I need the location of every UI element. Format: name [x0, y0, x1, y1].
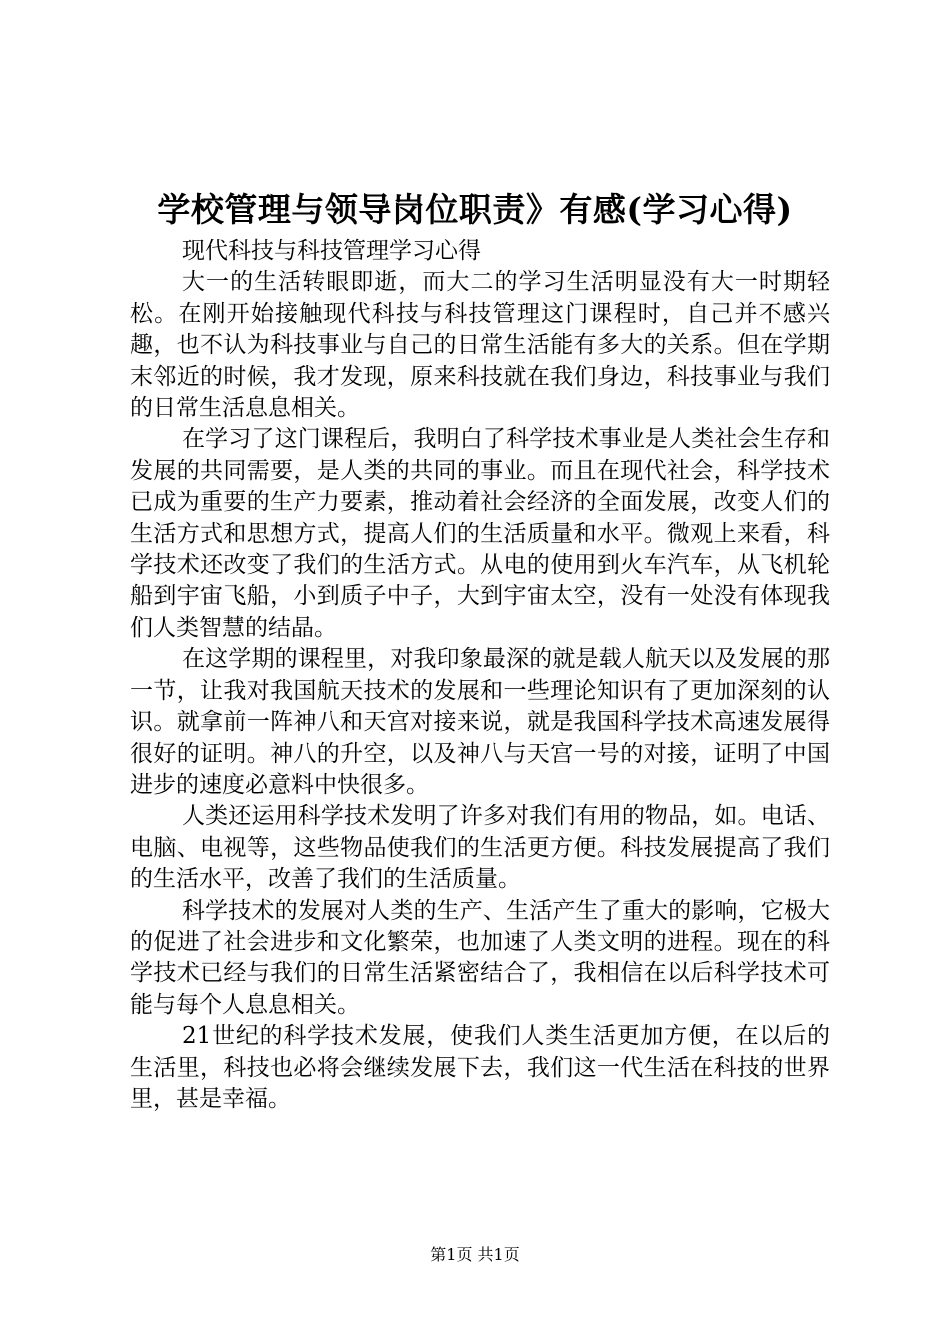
- body-paragraph: 科学技术的发展对人类的生产、生活产生了重大的影响，它极大的促进了社会进步和文化繁荣，也加速了人类文明的进程。现在的科学技术已经与我们的日常生活紧密结合了，我相信在以后科学技术可能与每个人息息相关。: [130, 897, 830, 1018]
- body-paragraph: 在这学期的课程里，对我印象最深的就是载人航天以及发展的那一节，让我对我国航天技术的发展和一些理论知识有了更加深刻的认识。就拿前一阵神八和天宫对接来说，就是我国科学技术高速发展得很好的证明。神八的升空，以及神八与天宫一号的对接，证明了中国进步的速度必意料中快很多。: [130, 646, 830, 798]
- page-number-footer: 第1页 共1页: [430, 1245, 520, 1264]
- document-body: [130, 236, 830, 1115]
- body-paragraph: 大一的生活转眼即逝，而大二的学习生活明显没有大一时期轻松。在刚开始接触现代科技与科技管理这门课程时，自己并不感兴趣，也不认为科技事业与自己的日常生活能有多大的关系。但在学期末邻近的时候，我才发现，原来科技就在我们身边，科技事业与我们的日常生活息息相关。: [130, 269, 830, 422]
- document-title: 学校管理与领导岗位职责》有感(学习心得): [157, 190, 793, 229]
- body-paragraph: 在学习了这门课程后，我明白了科学技术事业是人类社会生存和发展的共同需要，是人类的共同的事业。而且在现代社会，科学技术已成为重要的生产力要素，推动着社会经济的全面发展，改变人们的生活方式和思想方式，提高人们的生活质量和水平。微观上来看，科学技术还改变了我们的生活方式。从电的使用到火车汽车，从飞机轮船到宇宙飞船，小到质子中子，大到宇宙太空，没有一处没有体现我们人类智慧的结晶。: [130, 426, 830, 641]
- body-paragraph: 21世纪的科学技术发展，使我们人类生活更加方便，在以后的生活里，科技也必将会继续发展下去，我们这一代生活在科技的世界里，甚是幸福。: [130, 1023, 830, 1112]
- body-paragraph: 人类还运用科学技术发明了许多对我们有用的物品，如。电话、电脑、电视等，这些物品使我们的生活更方便。科技发展提高了我们的生活水平，改善了我们的生活质量。: [130, 803, 830, 893]
- document-subtitle: 现代科技与科技管理学习心得: [182, 238, 481, 264]
